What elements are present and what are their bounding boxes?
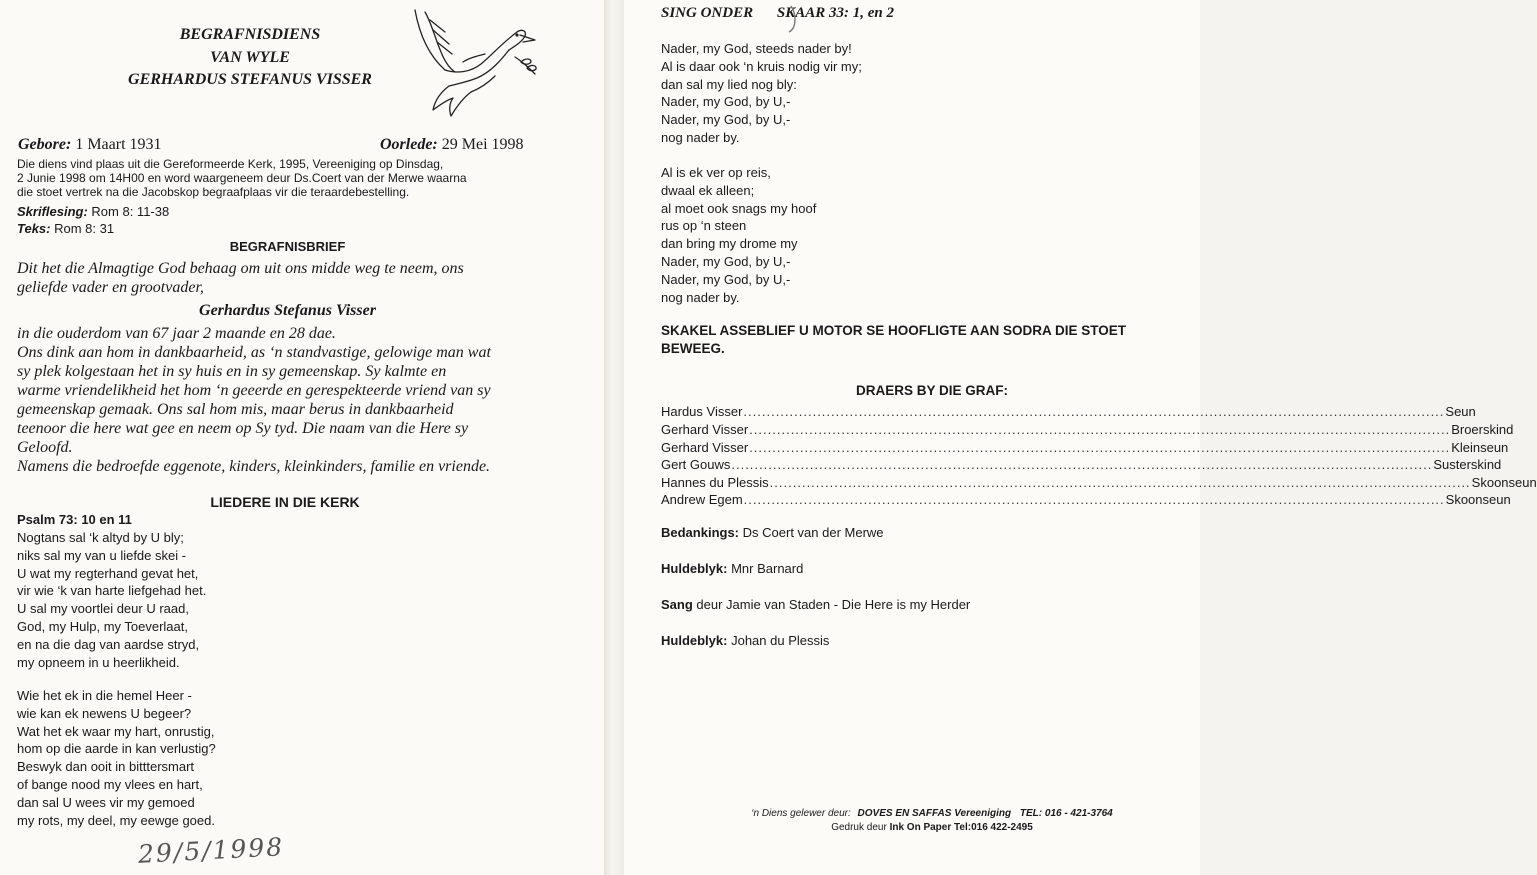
bearer-row <box>661 401 1476 419</box>
reading-label: Skriflesing: <box>17 204 88 219</box>
verse-line: U wat my regterhand gevat het, <box>17 565 199 581</box>
died-row <box>380 136 524 154</box>
died-label: Oorlede: <box>380 136 438 153</box>
bearer-relation: Kleinseun <box>1451 439 1509 455</box>
bearers-heading: DRAERS BY DIE GRAF: <box>855 383 1008 398</box>
hymn-line: dan bring my drome my <box>661 236 798 252</box>
verse-line: Beswyk dan ooit in bitttersmart <box>17 759 195 775</box>
bearer-row <box>661 437 1509 455</box>
tribute-value: Johan du Plessis <box>731 633 830 648</box>
bearer-name: Gert Gouws <box>661 456 731 472</box>
hymn-line: Nader, my God, by U,- <box>661 94 791 110</box>
hymn-line: dan sal my lied nog bly: <box>661 76 797 92</box>
hymn-line: nog nader by. <box>661 129 740 145</box>
psalm-verse-1 <box>17 529 206 671</box>
verse-line: en na die dag van aardse stryd, <box>17 636 200 652</box>
tribute-row <box>661 633 829 648</box>
tribute-label: Huldeblyk: <box>661 561 728 576</box>
dot-leader: ........................................................................................................................................................ <box>749 421 1451 437</box>
footer-printer <box>624 822 1200 833</box>
song-value: deur Jamie van Staden - Die Here is my Herder <box>696 597 971 612</box>
bearer-row <box>661 489 1511 507</box>
verse-line: Wat het ek waar my hart, onrustig, <box>17 723 215 739</box>
hymn-line: rus op ‘n steen <box>661 218 747 234</box>
bearer-row <box>661 472 1537 490</box>
sing-title-b: SKAAR 33: 1, en 2 <box>776 5 894 21</box>
verse-line: God, my Hulp, my Toeverlaat, <box>17 618 188 634</box>
text-row <box>17 221 114 236</box>
reading-row <box>17 204 169 219</box>
hymn-line: Al is ek ver op reis, <box>661 165 771 180</box>
letter-line: Namens die bedroefde eggenote, kinders, kleinkinders, familie en vriende. <box>17 458 491 475</box>
letter-paragraph-2 <box>17 324 491 476</box>
letter-line: Ons dink aan hom in dankbaarheid, as ‘n standvastige, gelowige man wat <box>17 344 491 361</box>
hymn-line: Nader, my God, by U,- <box>661 253 791 269</box>
service-details <box>17 157 467 199</box>
sing-title-a: SING ONDER <box>661 5 754 21</box>
letter-line: Geloofd. <box>17 439 73 456</box>
bearer-name: Hardus Visser <box>661 403 743 419</box>
tribute-label: Huldeblyk: <box>661 633 728 648</box>
handwritten-date: 29/5/1998 <box>137 832 285 869</box>
verse-line: Wie het ek in die hemel Heer - <box>17 688 192 703</box>
tribute-row <box>661 561 803 576</box>
verse-line: niks sal my van u liefde skei - <box>17 547 187 563</box>
letter-line: teenoor die here wat gee en neem op Sy tyd. Die naam van die Here sy <box>17 420 469 437</box>
born-row <box>18 136 162 154</box>
bearer-relation: Skoonseun <box>1445 491 1511 507</box>
footer-printer-prefix: Gedruk deur <box>831 822 887 833</box>
born-label: Gebore: <box>18 136 72 153</box>
bearer-relation: Seun <box>1445 403 1476 419</box>
verse-line: my rots, my deel, my eewge goed. <box>17 812 215 828</box>
letter-line: Dit het die Almagtige God behaag om uit ons midde weg te neem, ons <box>17 260 464 277</box>
reading-value: Rom 8: 11-38 <box>91 204 170 219</box>
verse-line: my opneem in u heerlikheid. <box>17 654 180 670</box>
thanks-value: Ds Coert van der Merwe <box>742 525 884 540</box>
title-line-3: GERHARDUS STEFANUS VISSER <box>128 71 372 88</box>
hymn-verse-1 <box>661 40 862 147</box>
hymn-line: Nader, my God, by U,- <box>661 112 791 128</box>
letter-line: warme vriendelikheid het hom ‘n geeerde en gerespekteerde vriend van sy <box>17 382 491 399</box>
footer-printer-tel: Tel:016 422-2495 <box>954 822 1033 833</box>
verse-line: wie kan ek newens U begeer? <box>17 705 192 721</box>
hymn-verse-2 <box>661 164 816 306</box>
verse-line: of bange nood my vlees en hart, <box>17 776 203 792</box>
dot-leader: ........................................................................................................................................................ <box>731 456 1433 472</box>
verse-line: hom op die aarde in kan verlustig? <box>17 741 216 757</box>
notice-line: BEWEEG. <box>661 341 725 356</box>
page-gutter <box>604 0 624 875</box>
footer-service-tel: TEL: 016 - 421-3764 <box>1019 808 1113 819</box>
tribute-value: Mnr Barnard <box>731 561 804 576</box>
verse-line: U sal my voortlei deur U raad, <box>17 601 189 617</box>
right-page <box>624 0 1537 875</box>
verse-line: Nogtans sal ‘k altyd by U bly; <box>17 530 184 545</box>
hymn-line: dwaal ek alleen; <box>661 182 755 198</box>
dot-leader: ........................................................................................................................................................ <box>743 403 1445 419</box>
title-line-1: BEGRAFNISDIENS <box>179 26 321 43</box>
bearer-relation: Skoonseun <box>1471 474 1537 490</box>
dot-leader: ........................................................................................................................................................ <box>743 491 1445 507</box>
hymn-line: al moet ook snags my hoof <box>661 200 817 216</box>
died-value: 29 Mei 1998 <box>441 136 524 153</box>
bearer-name: Hannes du Plessis <box>661 474 769 490</box>
verse-line: dan sal U wees vir my gemoed <box>17 794 195 810</box>
footer-service <box>624 808 1200 819</box>
bearer-relation: Broerskind <box>1451 421 1514 437</box>
service-line: die stoet vertrek na die Jacobskop begraafplaas vir die teraardebestelling. <box>17 185 410 199</box>
bearer-row <box>661 419 1514 437</box>
song-row <box>661 597 970 612</box>
letter-paragraph-1 <box>17 259 464 297</box>
hymn-line: nog nader by. <box>661 289 740 305</box>
thanks-row <box>661 525 884 540</box>
letter-line: in die ouderdom van 67 jaar 2 maande en 28 dae. <box>17 325 336 342</box>
sing-title <box>661 5 894 22</box>
bearer-name: Gerhard Visser <box>661 439 749 455</box>
song-label: Sang <box>661 597 693 612</box>
footer-printer-company: Ink On Paper <box>889 822 952 833</box>
text-value: Rom 8: 31 <box>54 221 115 236</box>
dove-icon <box>405 2 545 120</box>
songs-heading: LIEDERE IN DIE KERK <box>210 494 360 510</box>
footer-service-company: DOVES EN SAFFAS Vereeniging <box>857 808 1012 819</box>
service-line: 2 Junie 1998 om 14H00 en word waargeneem deur Ds.Coert van der Merwe waarna <box>17 171 467 185</box>
service-line: Die diens vind plaas uit die Gereformeerde Kerk, 1995, Vereeniging op Dinsdag, <box>17 157 444 171</box>
born-value: 1 Maart 1931 <box>75 136 162 153</box>
hymn-line: Al is daar ook ‘n kruis nodig vir my; <box>661 58 862 74</box>
dot-leader: ........................................................................................................................................................ <box>749 439 1451 455</box>
psalm-verse-2 <box>17 687 216 829</box>
left-page <box>0 0 604 875</box>
title-line-2: VAN WYLE <box>210 49 290 66</box>
text-label: Teks: <box>17 221 51 236</box>
letter-heading: BEGRAFNISBRIEF <box>229 239 346 254</box>
deceased-name: Gerhardus Stefanus Visser <box>199 302 376 319</box>
letter-line: geliefde vader en grootvader, <box>17 279 204 296</box>
pen-mark-icon <box>787 4 801 34</box>
letter-line: sy plek kolgestaan het in sy huis en in sy gemeenskap. Sy kalmte en <box>17 363 447 380</box>
dot-leader: ........................................................................................................................................................ <box>769 474 1471 490</box>
bearer-relation: Susterskind <box>1433 456 1502 472</box>
thanks-label: Bedankings: <box>661 525 740 540</box>
bearer-row <box>661 454 1502 472</box>
bearer-name: Gerhard Visser <box>661 421 749 437</box>
notice-line: SKAKEL ASSEBLIEF U MOTOR SE HOOFLIGTE AAN SODRA DIE STOET <box>661 323 1127 338</box>
hymn-line: Nader, my God, steeds nader by! <box>661 41 852 56</box>
letter-line: gemeenskap gemaak. Ons sal hom mis, maar berus in dankbaarheid <box>17 401 454 418</box>
psalm-title: Psalm 73: 10 en 11 <box>17 512 132 527</box>
verse-line: vir wie ‘k van harte liefgehad het. <box>17 583 207 599</box>
hymn-line: Nader, my God, by U,- <box>661 271 791 287</box>
bearer-name: Andrew Egem <box>661 491 743 507</box>
footer-service-prefix: ‘n Diens gelewer deur: <box>751 808 851 819</box>
headlights-notice <box>661 322 1126 358</box>
